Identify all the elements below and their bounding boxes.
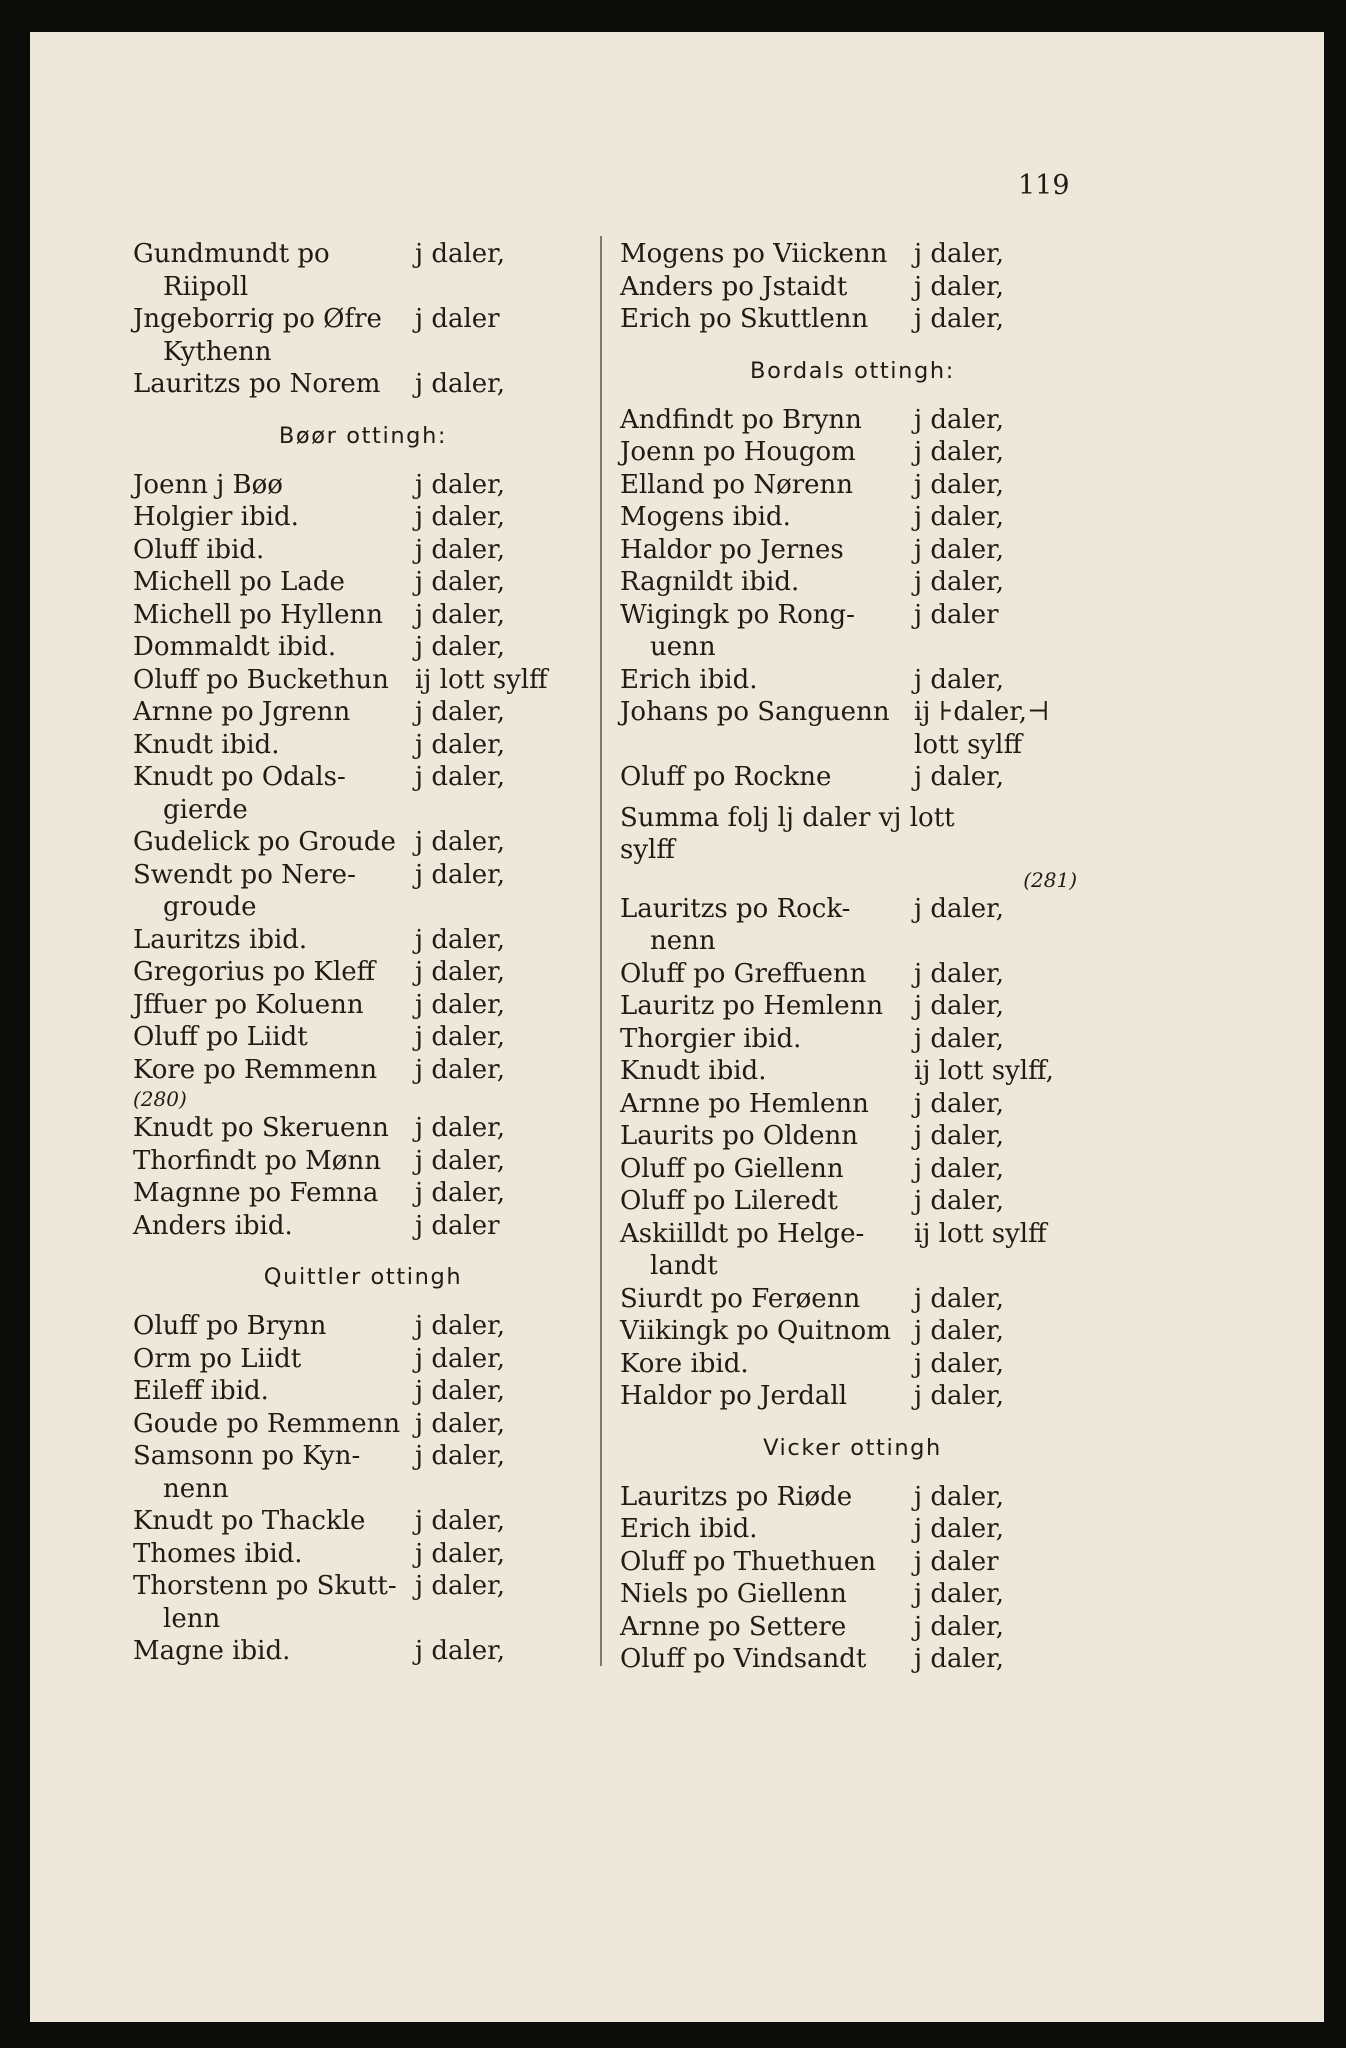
entry-amount: j daler,: [415, 827, 506, 857]
entry-name-continuation: landt: [650, 1251, 718, 1281]
entry-name-text: Viikingk po Quitnom: [620, 1316, 891, 1346]
ledger-entry: [620, 1218, 1085, 1283]
entry-name: [620, 1481, 914, 1514]
entry-name-text: Knudt po Skeruenn: [133, 1113, 389, 1143]
entry-name-text: Knudt ibid.: [133, 729, 280, 760]
entry-name: [620, 958, 914, 991]
entry-name-text: Haldor po Jernes: [620, 534, 844, 565]
ledger-entry: [133, 956, 593, 989]
ledger-entry: [620, 566, 1085, 599]
ledger-entry: [620, 1578, 1085, 1611]
bordals-heading: Bordals ottingh:: [750, 357, 955, 384]
entry-name: [620, 1153, 914, 1186]
entry-name: [620, 1218, 914, 1283]
entry-name: [133, 631, 415, 664]
entry-name: [620, 271, 914, 304]
entry-name-text: Arnne po Settere: [620, 1611, 847, 1642]
ledger-entry: [133, 1635, 593, 1668]
entry-amount: j daler,: [415, 1343, 506, 1374]
entry-name-text: Magne ibid.: [133, 1636, 291, 1666]
entry-name: [620, 1185, 914, 1218]
entry-name: [133, 1570, 415, 1635]
entry-amount: j daler: [914, 599, 999, 630]
entry-amount: j daler,: [415, 632, 506, 662]
entry-name: [620, 1055, 914, 1088]
entry-name: [133, 1538, 415, 1571]
entry-amount: j daler,: [415, 1636, 506, 1666]
entry-name-text: Anders po Jstaidt: [620, 271, 848, 302]
entry-amount: j daler,: [914, 239, 1005, 269]
entry-name: [620, 534, 914, 567]
entry-amount: j daler,: [914, 534, 1005, 565]
entry-name: [133, 696, 415, 729]
entry-amount: j daler,: [914, 762, 1005, 792]
entry-name-text: Oluff po Vindsandt: [620, 1644, 867, 1674]
entry-name-text: Gundmundt po: [133, 239, 330, 269]
entry-name-text: Oluff po Buckethun: [133, 664, 389, 695]
entry-name-text: Andfindt po Brynn: [620, 404, 862, 435]
entry-amount: j daler,: [914, 1644, 1005, 1674]
entry-name: [620, 1023, 914, 1056]
entry-name: [133, 729, 415, 762]
entry-name: [620, 893, 914, 958]
entry-name: [133, 1145, 415, 1178]
ledger-entry: [133, 761, 593, 826]
entry-name-text: Dommaldt ibid.: [133, 632, 337, 662]
entry-name-text: Thorgier ibid.: [620, 1023, 802, 1054]
entry-name: [133, 761, 415, 826]
entry-name: [133, 599, 415, 632]
entry-name: [620, 761, 914, 794]
ledger-entry: [133, 469, 593, 502]
ledger-entry: [133, 664, 593, 697]
ledger-entry: [620, 761, 1085, 794]
bordals-list: [620, 404, 1085, 794]
entry-amount: j daler,: [415, 1408, 506, 1439]
column-divider: [600, 236, 602, 1666]
entry-amount: j daler,: [914, 1514, 1005, 1544]
entry-amount: j daler,: [415, 567, 506, 597]
entry-name-text: Oluff po Thuethuen: [620, 1546, 876, 1577]
entry-name-continuation: lenn: [163, 1603, 221, 1634]
entry-name: [133, 534, 415, 567]
ledger-entry: [620, 1153, 1085, 1186]
ledger-entry: [620, 1546, 1085, 1579]
entry-amount: j daler,: [415, 1178, 506, 1208]
entry-name-text: Swendt po Nere-: [133, 859, 356, 890]
vicker-heading: Vicker ottingh: [763, 1434, 942, 1461]
entry-name-text: Lauritzs po Riøde: [620, 1481, 853, 1512]
entry-name-text: Niels po Giellenn: [620, 1579, 847, 1609]
ledger-entry: [620, 1283, 1085, 1316]
entry-name-text: Thorstenn po Skutt-: [133, 1571, 397, 1601]
entry-name-text: Oluff po Liidt: [133, 1022, 308, 1052]
ledger-entry: [620, 534, 1085, 567]
entry-name-text: Knudt po Odals-: [133, 762, 346, 792]
entry-name-continuation: gierde: [163, 794, 248, 825]
ledger-entry: [133, 696, 593, 729]
entry-name-text: Lauritzs ibid.: [133, 924, 308, 955]
entry-name-text: Elland po Nørenn: [620, 469, 854, 500]
entry-amount: j daler,: [914, 437, 1005, 467]
entry-amount: j daler,: [914, 1121, 1005, 1151]
ledger-entry: [133, 534, 593, 567]
entry-name: [133, 1408, 415, 1441]
entry-amount: j daler,: [415, 1538, 506, 1569]
entry-name: [620, 1643, 914, 1676]
entry-name-text: Siurdt po Ferøenn: [620, 1283, 861, 1314]
entry-name-text: Jngeborrig po Øfre: [133, 304, 382, 334]
entry-name-continuation: Kythenn: [163, 336, 272, 367]
entry-name-text: Oluff ibid.: [133, 534, 265, 565]
summa-line: Summa folj lj daler vj lott sylff: [620, 802, 955, 865]
ledger-entry: [133, 599, 593, 632]
ledger-entry: [620, 469, 1085, 502]
entry-amount: j daler,: [914, 1348, 1005, 1379]
entry-name: [620, 599, 914, 664]
entry-name-text: Arnne po Hemlenn: [620, 1088, 869, 1119]
left-top-list: [133, 238, 593, 401]
entry-name: [620, 501, 914, 534]
entry-name: [133, 1343, 415, 1376]
entry-name-text: Samsonn po Kyn-: [133, 1441, 361, 1471]
entry-name: [133, 501, 415, 534]
entry-name-text: Jffuer po Koluenn: [133, 989, 364, 1020]
bordals-list-continued: [620, 893, 1085, 1413]
entry-amount: j daler,: [415, 239, 506, 269]
ledger-entry: [620, 1120, 1085, 1153]
ledger-entry: [133, 989, 593, 1022]
entry-name: [620, 1611, 914, 1644]
ledger-entry: [620, 436, 1085, 469]
entry-amount: j daler,: [415, 1145, 506, 1176]
entry-amount: j daler,: [914, 958, 1005, 989]
entry-name: [620, 1513, 914, 1546]
entry-amount: j daler,: [914, 1481, 1005, 1512]
ledger-entry: [620, 893, 1085, 958]
ledger-entry: [133, 1021, 593, 1054]
left-column: [133, 238, 593, 1668]
entry-name: [620, 1088, 914, 1121]
ledger-entry: [133, 303, 593, 368]
entry-amount: j daler,: [914, 1316, 1005, 1346]
ledger-entry: [133, 631, 593, 664]
entry-name-text: Knudt ibid.: [620, 1056, 767, 1086]
entry-amount: j daler,: [415, 859, 506, 890]
entry-name-continuation: nenn: [163, 1473, 229, 1504]
entry-amount: j daler,: [415, 1311, 506, 1341]
ledger-entry: [133, 1210, 593, 1243]
entry-name-text: Thomes ibid.: [133, 1538, 303, 1569]
entry-name: [133, 303, 415, 368]
entry-name-text: Mogens ibid.: [620, 502, 791, 532]
entry-name: [133, 1054, 415, 1087]
ledger-entry: [133, 1408, 593, 1441]
entry-amount: ij lott sylff: [415, 664, 548, 695]
ledger-entry: [133, 1177, 593, 1210]
entry-amount: j daler,: [914, 271, 1005, 302]
right-column: [620, 238, 1085, 1676]
entry-name-text: Knudt po Thackle: [133, 1506, 366, 1536]
entry-name: [133, 1177, 415, 1210]
entry-amount: j daler,: [914, 664, 1005, 695]
ledger-entry: [620, 1513, 1085, 1546]
entry-name-text: Erich ibid.: [620, 1514, 758, 1544]
entry-amount: ij ⊦daler,⊣ lott sylff: [914, 697, 1050, 760]
entry-name-continuation: groude: [163, 892, 257, 922]
entry-name: [620, 303, 914, 336]
entry-name-continuation: nenn: [650, 926, 716, 956]
ledger-entry: [133, 924, 593, 957]
ledger-entry: [620, 958, 1085, 991]
ledger-entry: [133, 566, 593, 599]
entry-name-text: Ragnildt ibid.: [620, 567, 800, 597]
entry-name-text: Goude po Remmenn: [133, 1408, 401, 1439]
entry-amount: j daler,: [914, 304, 1005, 334]
entry-name: [620, 1578, 914, 1611]
ledger-entry: [133, 1343, 593, 1376]
entry-name: [133, 1210, 415, 1243]
ledger-entry: [620, 1380, 1085, 1413]
entry-amount: j daler,: [415, 1506, 506, 1536]
entry-amount: j daler,: [914, 404, 1005, 435]
right-top-list: [620, 238, 1085, 336]
ledger-entry: [620, 1481, 1085, 1514]
entry-name: [133, 1440, 415, 1505]
entry-name: [133, 1505, 415, 1538]
ledger-entry: [133, 1054, 593, 1087]
entry-amount: j daler: [415, 1210, 500, 1241]
entry-amount: j daler,: [415, 1571, 506, 1601]
entry-amount: j daler,: [914, 1381, 1005, 1411]
ledger-entry: [133, 1538, 593, 1571]
entry-name: [133, 989, 415, 1022]
entry-amount: j daler,: [415, 957, 506, 987]
ledger-entry: [133, 1570, 593, 1635]
entry-name-text: Oluff po Brynn: [133, 1311, 327, 1341]
ledger-entry: [620, 303, 1085, 336]
boor-list: [133, 469, 593, 1087]
entry-name: [133, 1021, 415, 1054]
boor-list-continued: [133, 1112, 593, 1242]
entry-name: [620, 436, 914, 469]
entry-name-text: Laurits po Oldenn: [620, 1121, 859, 1151]
entry-name-continuation: Riipoll: [163, 271, 249, 302]
entry-name-text: Magnne po Femna: [133, 1178, 379, 1208]
entry-name-text: Askiilldt po Helge-: [620, 1218, 865, 1249]
entry-name: [620, 404, 914, 437]
entry-name: [620, 566, 914, 599]
entry-name: [620, 990, 914, 1023]
ledger-entry: [133, 859, 593, 924]
entry-amount: j daler,: [914, 1023, 1005, 1054]
entry-name-text: Arnne po Jgrenn: [133, 697, 351, 727]
ledger-entry: [133, 1310, 593, 1343]
vicker-list: [620, 1481, 1085, 1676]
entry-name-text: Haldor po Jerdall: [620, 1381, 848, 1411]
entry-name: [620, 1348, 914, 1381]
boor-heading: Bøør ottingh:: [278, 422, 448, 449]
ledger-entry: [620, 664, 1085, 697]
entry-name: [133, 664, 415, 697]
entry-amount: j daler: [914, 1546, 999, 1577]
entry-name: [133, 924, 415, 957]
ledger-entry: [620, 599, 1085, 664]
entry-name-text: Anders ibid.: [133, 1210, 293, 1241]
entry-name: [620, 696, 914, 761]
entry-name-text: Oluff po Giellenn: [620, 1153, 844, 1184]
entry-name: [133, 368, 415, 401]
page-number: 119: [1018, 170, 1070, 201]
entry-amount: j daler,: [415, 1441, 506, 1471]
ledger-entry: [620, 271, 1085, 304]
entry-amount: j daler,: [415, 762, 506, 792]
page-note-280: (280): [133, 1087, 187, 1111]
entry-name-text: Joenn j Bøø: [133, 469, 283, 500]
entry-amount: j daler,: [415, 989, 506, 1020]
entry-amount: j daler,: [415, 729, 506, 760]
entry-name-text: Lauritzs po Rock-: [620, 893, 851, 924]
ledger-entry: [133, 1375, 593, 1408]
entry-name: [620, 1283, 914, 1316]
entry-amount: j daler,: [415, 502, 506, 532]
ledger-entry: [620, 1023, 1085, 1056]
entry-amount: j daler,: [415, 1113, 506, 1143]
ledger-entry: [620, 990, 1085, 1023]
entry-name: [133, 1112, 415, 1145]
ledger-entry: [133, 1112, 593, 1145]
entry-amount: j daler,: [914, 1186, 1005, 1216]
ledger-entry: [133, 1145, 593, 1178]
ledger-entry: [620, 1643, 1085, 1676]
entry-name-text: Lauritzs po Norem: [133, 369, 381, 399]
entry-name: [133, 1635, 415, 1668]
entry-amount: ij lott sylff,: [914, 1056, 1054, 1086]
entry-name: [133, 1310, 415, 1343]
entry-amount: j daler,: [914, 502, 1005, 532]
quittler-list: [133, 1310, 593, 1668]
entry-amount: j daler,: [415, 1376, 506, 1406]
entry-name-text: Michell po Hyllenn: [133, 599, 383, 630]
entry-name-continuation: uenn: [650, 632, 716, 662]
entry-name: [620, 469, 914, 502]
entry-name-text: Mogens po Viickenn: [620, 239, 888, 269]
entry-name-text: Kore ibid.: [620, 1348, 749, 1379]
entry-name-text: Gudelick po Groude: [133, 827, 396, 857]
ledger-entry: [620, 1315, 1085, 1348]
entry-amount: j daler,: [914, 1611, 1005, 1642]
entry-name-text: Holgier ibid.: [133, 502, 299, 532]
ledger-entry: [620, 1611, 1085, 1644]
entry-name: [620, 1120, 914, 1153]
entry-name-text: Joenn po Hougom: [620, 437, 856, 467]
ledger-entry: [620, 501, 1085, 534]
entry-amount: j daler,: [914, 1153, 1005, 1184]
ledger-entry: [620, 1055, 1085, 1088]
ledger-entry: [133, 826, 593, 859]
entry-name-text: Thorfindt po Mønn: [133, 1145, 381, 1176]
entry-name-text: Erich po Skuttlenn: [620, 304, 869, 334]
entry-name-text: Wigingk po Rong-: [620, 599, 855, 630]
entry-name: [620, 1380, 914, 1413]
entry-name: [133, 566, 415, 599]
entry-amount: j daler,: [914, 1283, 1005, 1314]
entry-name: [133, 238, 415, 303]
entry-amount: j daler,: [914, 1579, 1005, 1609]
entry-amount: j daler,: [914, 469, 1005, 500]
ledger-entry: [133, 1505, 593, 1538]
entry-name-text: Lauritz po Hemlenn: [620, 991, 884, 1021]
ledger-entry: [620, 1088, 1085, 1121]
entry-name: [620, 1315, 914, 1348]
entry-amount: j daler,: [415, 1022, 506, 1052]
entry-name-text: Oluff po Lileredt: [620, 1186, 838, 1216]
quittler-heading: Quittler ottingh: [263, 1264, 463, 1290]
entry-amount: j daler,: [415, 924, 506, 955]
entry-name: [133, 826, 415, 859]
entry-amount: ij lott sylff: [914, 1218, 1047, 1249]
entry-amount: j daler,: [415, 599, 506, 630]
entry-amount: j daler: [415, 304, 500, 334]
entry-name: [620, 238, 914, 271]
ledger-entry: [620, 1348, 1085, 1381]
ledger-entry: [620, 238, 1085, 271]
ledger-entry: [133, 238, 593, 303]
ledger-entry: [133, 729, 593, 762]
ledger-entry: [620, 404, 1085, 437]
entry-amount: j daler,: [914, 1088, 1005, 1119]
entry-amount: j daler,: [415, 369, 506, 399]
entry-name: [620, 664, 914, 697]
entry-name-text: Johans po Sanguenn: [620, 697, 890, 727]
entry-name: [133, 1375, 415, 1408]
entry-name: [620, 1546, 914, 1579]
entry-name: [133, 956, 415, 989]
entry-amount: j daler,: [914, 893, 1005, 924]
entry-name-text: Kore po Remmenn: [133, 1054, 378, 1085]
entry-amount: j daler,: [415, 697, 506, 727]
entry-name-text: Oluff po Rockne: [620, 762, 832, 792]
entry-name-text: Oluff po Greffuenn: [620, 958, 867, 989]
entry-amount: j daler,: [914, 991, 1005, 1021]
entry-name-text: Orm po Liidt: [133, 1343, 302, 1374]
entry-name-text: Gregorius po Kleff: [133, 957, 376, 987]
entry-name-text: Eileff ibid.: [133, 1376, 269, 1406]
entry-name: [133, 859, 415, 924]
entry-amount: j daler,: [415, 1054, 506, 1085]
entry-amount: j daler,: [415, 534, 506, 565]
entry-name-text: Erich ibid.: [620, 664, 758, 695]
ledger-entry: [620, 696, 1085, 761]
entry-amount: j daler,: [914, 567, 1005, 597]
ledger-entry: [620, 1185, 1085, 1218]
ledger-entry: [133, 368, 593, 401]
ledger-entry: [133, 1440, 593, 1505]
page-note-281: (281): [1023, 867, 1077, 892]
entry-name: [133, 469, 415, 502]
entry-amount: j daler,: [415, 469, 506, 500]
ledger-entry: [133, 501, 593, 534]
entry-name-text: Michell po Lade: [133, 567, 345, 597]
